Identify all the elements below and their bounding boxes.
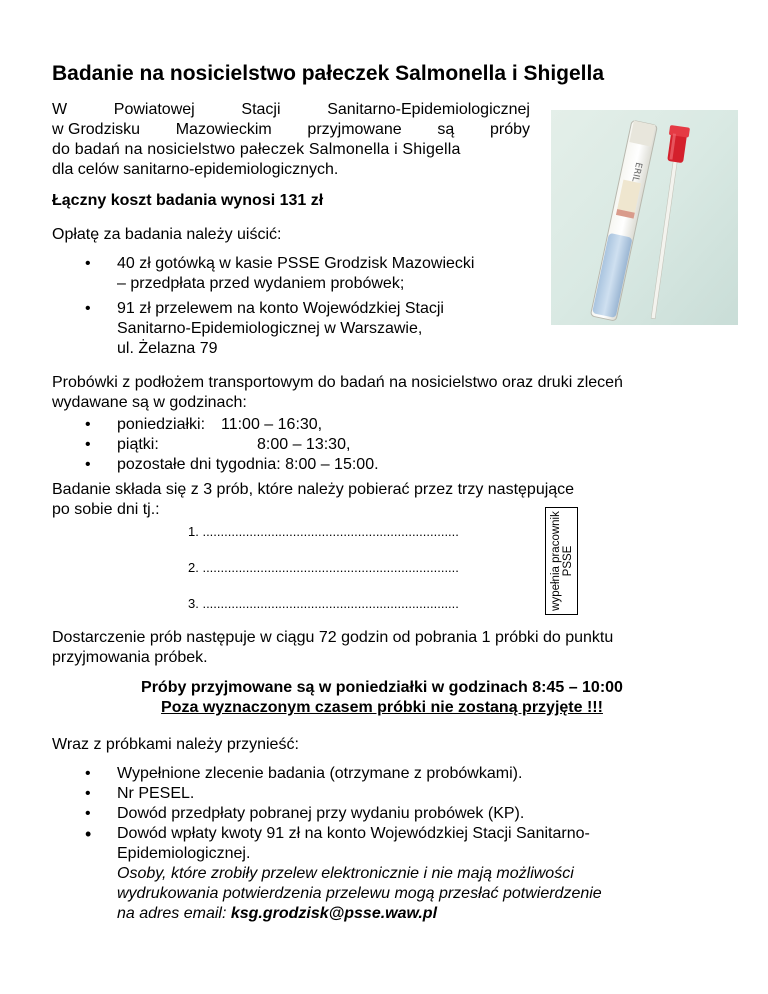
transfer-note-line-1: Osoby, które zrobiły przelew elektronicznie i nie mają możliwości	[117, 865, 574, 882]
bullet-icon: •	[85, 765, 91, 782]
intro-line-1: W Powiatowej Stacji Sanitarno-Epidemiologicznej	[52, 101, 530, 118]
delivery-line-1: Dostarczenie prób następuje w ciągu 72 godzin od pobrania 1 próbki do punktu	[52, 629, 614, 646]
transfer-note-line-3: na adres email: ksg.grodzisk@psse.waw.pl	[117, 905, 438, 922]
delivery-line-2: przyjmowania próbek.	[52, 649, 208, 666]
bullet-icon: •	[85, 805, 91, 822]
page-title: Badanie na nosicielstwo pałeczek Salmonella i Shigella	[52, 62, 605, 85]
staff-only-box	[545, 507, 578, 615]
hours-intro-line-1: Probówki z podłożem transportowym do badań na nosicielstwo oraz druki zleceń	[52, 374, 623, 391]
acceptance-warning: Poza wyznaczonym czasem próbki nie zostaną przyjęte !!!	[161, 699, 603, 716]
staff-only-label: wypełnia pracownik PSSE	[549, 511, 574, 611]
total-cost: Łączny koszt badania wynosi 131 zł	[52, 192, 324, 209]
bullet-icon: •	[85, 785, 91, 802]
bullet-icon: •	[85, 824, 92, 844]
acceptance-hours: Próby przyjmowane są w poniedziałki w godzinach 8:45 – 10:00	[141, 679, 623, 696]
intro-line-2: w Grodzisku Mazowieckim przyjmowane są próby	[52, 121, 530, 138]
bring-heading: Wraz z próbkami należy przynieść:	[52, 736, 299, 753]
sample-date-line-3[interactable]: 3. .......................................................................	[188, 596, 459, 611]
transfer-note-line-2: wydrukowania potwierdzenia przelewu mogą przesłać potwierdzenie	[117, 885, 602, 902]
samples-intro-line-2: po sobie dni tj.:	[52, 501, 160, 518]
svg-text:ERIL: ERIL	[629, 161, 644, 183]
intro-paragraph	[52, 100, 530, 180]
bullet-icon: •	[85, 300, 91, 317]
payment-heading: Opłatę za badania należy uiścić:	[52, 226, 282, 243]
bullet-icon: •	[85, 416, 91, 433]
sample-date-line-1[interactable]: 1. .......................................................................	[188, 524, 459, 539]
email-link[interactable]: ksg.grodzisk@psse.waw.pl	[230, 905, 438, 922]
bullet-icon: •	[85, 436, 91, 453]
sample-date-line-2[interactable]: 2. .......................................................................	[188, 560, 459, 575]
intro-line-4: dla celów sanitarno-epidemiologicznych.	[52, 161, 339, 178]
intro-line-3: do badań na nosicielstwo pałeczek Salmonella i Shigella	[52, 141, 461, 158]
samples-intro-line-1: Badanie składa się z 3 prób, które należy pobierać przez trzy następujące	[52, 481, 575, 498]
bullet-icon: •	[85, 456, 91, 473]
bullet-icon: •	[85, 255, 91, 272]
hours-intro-line-2: wydawane są w godzinach:	[52, 394, 247, 411]
test-tube-image	[551, 110, 738, 325]
